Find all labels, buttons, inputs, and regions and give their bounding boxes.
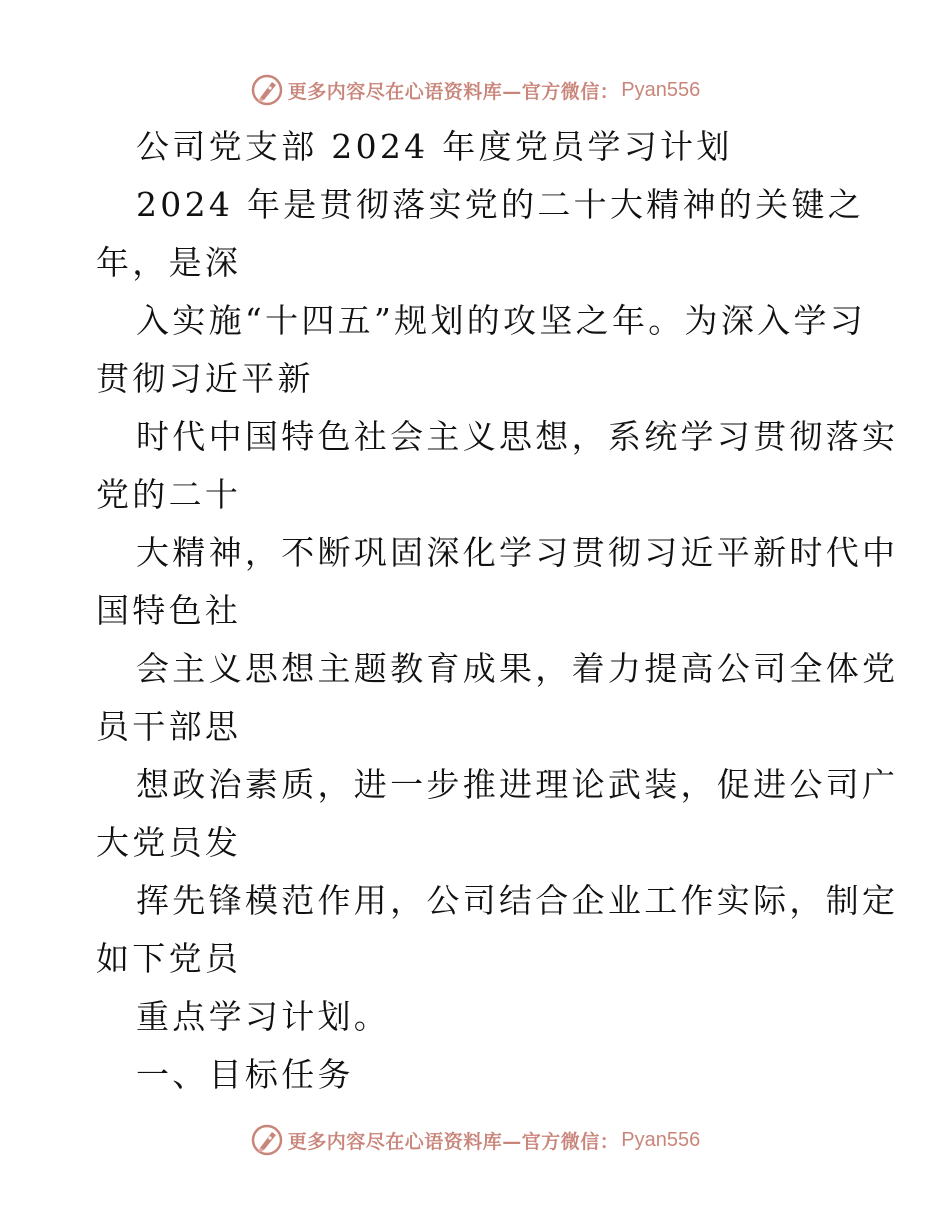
text-line: 公司党支部 2024 年度党员学习计划: [136, 127, 733, 166]
text-line: 想政治素质，进一步推进理论武装，促进公司广: [136, 765, 899, 804]
watermark-text: 更多内容尽在心语资料库—官方微信：: [287, 1130, 620, 1153]
watermark-wechat-id: Pyan556: [621, 78, 701, 101]
text-line: 挥先锋模范作用，公司结合企业工作实际，制定: [136, 881, 899, 920]
text-line: 入实施“十四五”规划的攻坚之年。为深入学习: [136, 301, 867, 340]
text-line: 时代中国特色社会主义思想，系统学习贯彻落实: [136, 417, 899, 456]
pen-nib-logo-icon: [250, 1123, 284, 1157]
watermark-banner-top: [0, 70, 950, 110]
text-line: 如下党员: [96, 939, 242, 978]
pen-nib-logo-icon: [250, 73, 284, 107]
text-line: 国特色社: [96, 591, 242, 630]
text-line: 重点学习计划。: [136, 997, 391, 1036]
text-line: 2024 年是贯彻落实党的二十大精神的关键之: [136, 185, 865, 224]
text-line: 大精神，不断巩固深化学习贯彻习近平新时代中: [136, 533, 899, 572]
document-body: [96, 118, 899, 1104]
text-line: 贯彻习近平新: [96, 359, 314, 398]
text-line: 年，是深: [96, 243, 242, 282]
watermark-text: 更多内容尽在心语资料库—官方微信：: [287, 80, 620, 103]
text-line: 会主义思想主题教育成果，着力提高公司全体党: [136, 649, 899, 688]
watermark-wechat-id: Pyan556: [621, 1128, 701, 1151]
watermark-banner-bottom: [0, 1120, 950, 1160]
text-line: 大党员发: [96, 823, 242, 862]
text-line: 党的二十: [96, 475, 242, 514]
text-line: 员干部思: [96, 707, 242, 746]
text-line: 一、目标任务: [136, 1055, 354, 1094]
